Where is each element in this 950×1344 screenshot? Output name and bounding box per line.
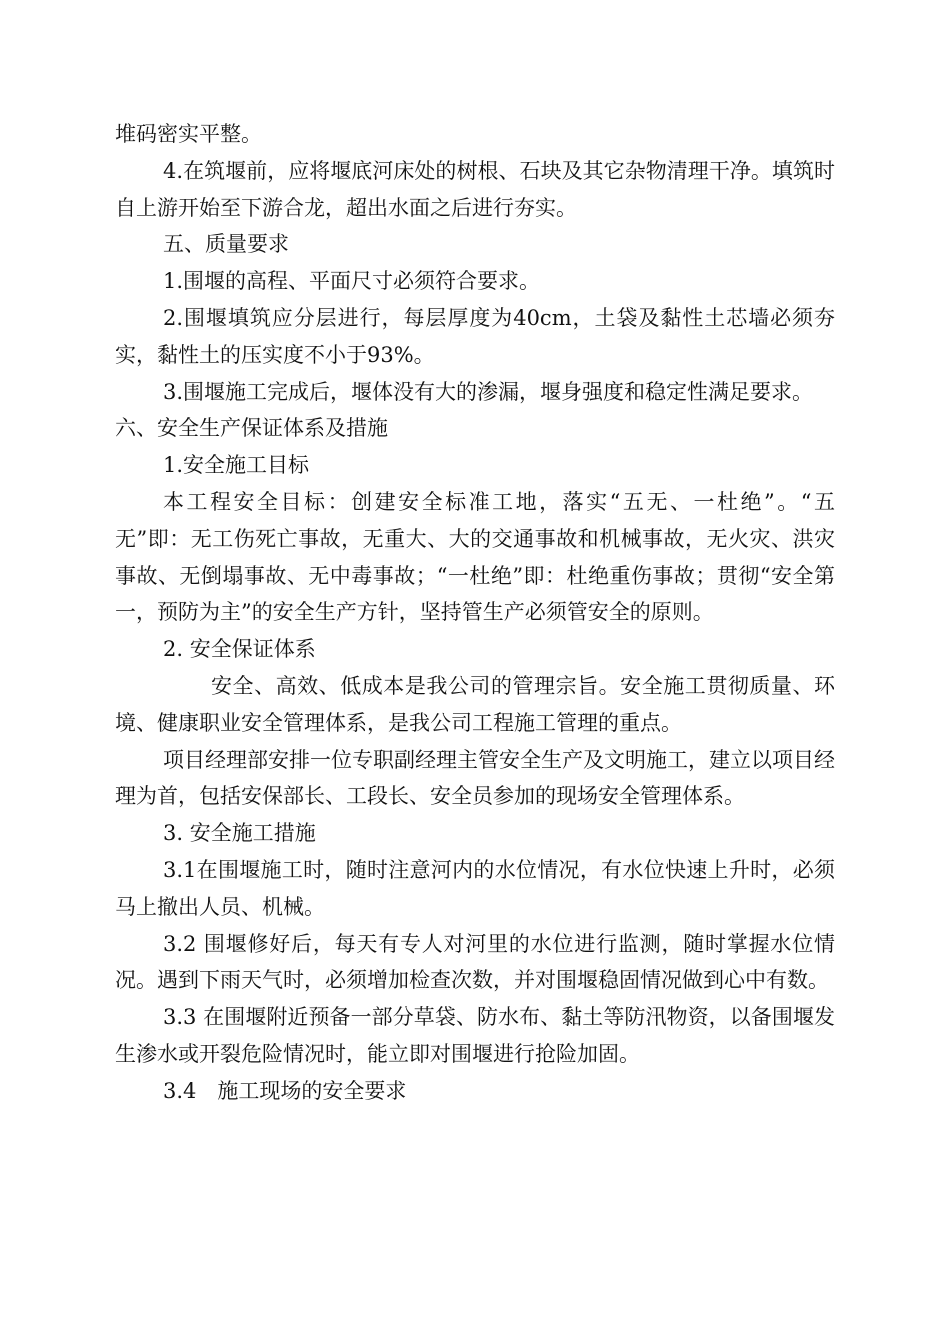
paragraph: 3.3 在围堰附近预备一部分草袋、防水布、黏土等防汛物资，以备围堰发生渗水或开裂危险情况时，能立即对围堰进行抢险加固。 — [115, 1005, 835, 1066]
paragraph: 1.围堰的高程、平面尺寸必须符合要求。 — [163, 269, 541, 294]
document-body — [115, 116, 835, 1110]
paragraph: 安全、高效、低成本是我公司的管理宗旨。安全施工贯彻质量、环境、健康职业安全管理体系，是我公司工程施工管理的重点。 — [115, 673, 835, 735]
paragraph: 3.1在围堰施工时，随时注意河内的水位情况，有水位快速上升时，必须马上撤出人员、机械。 — [115, 857, 835, 919]
subsection-heading: 3. 安全施工措施 — [163, 821, 316, 846]
paragraph: 本工程安全目标：创建安全标准工地，落实“五无、一杜绝”。“五无”即：无工伤死亡事故，无重大、大的交通事故和机械事故，无火灾、洪灾事故、无倒塌事故、无中毒事故；“一杜绝”即：杜绝重伤事故；贯彻“安全第一，预防为主”的安全生产方针，坚持管生产必须管安全的原则。 — [115, 489, 835, 625]
paragraph: 2.围堰填筑应分层进行，每层厚度为40cm，土袋及黏性土芯墙必须夯实，黏性土的压实度不小于93%。 — [115, 305, 835, 367]
section-heading: 五、质量要求 — [163, 232, 289, 257]
paragraph: 3.围堰施工完成后，堰体没有大的渗漏，堰身强度和稳定性满足要求。 — [163, 379, 814, 404]
paragraph: 4.在筑堰前，应将堰底河床处的树根、石块及其它杂物清理干净。填筑时自上游开始至下游合龙，超出水面之后进行夯实。 — [115, 158, 835, 220]
subsection-heading: 3.4 施工现场的安全要求 — [163, 1078, 407, 1103]
subsection-heading: 1.安全施工目标 — [163, 453, 310, 478]
paragraph: 项目经理部安排一位专职副经理主管安全生产及文明施工，建立以项目经理为首，包括安保部长、工段长、安全员参加的现场安全管理体系。 — [115, 747, 835, 809]
subsection-heading: 2. 安全保证体系 — [163, 637, 316, 662]
paragraph: 3.2 围堰修好后，每天有专人对河里的水位进行监测，随时掌握水位情况。遇到下雨天气时，必须增加检查次数，并对围堰稳固情况做到心中有数。 — [115, 931, 835, 993]
paragraph: 堆码密实平整。 — [115, 122, 262, 146]
section-heading: 六、安全生产保证体系及措施 — [115, 416, 388, 441]
